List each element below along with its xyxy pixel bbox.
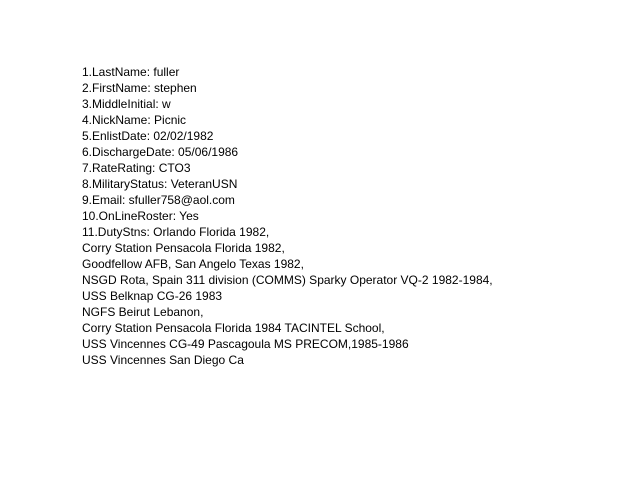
duty-station-item: Goodfellow AFB, San Angelo Texas 1982, (82, 257, 304, 271)
duty-station-item: Corry Station Pensacola Florida 1984 TACINTEL School, (82, 321, 385, 335)
last-name-line: 1.LastName: fuller (82, 65, 180, 79)
duty-station-item: NSGD Rota, Spain 311 division (COMMS) Sparky Operator VQ-2 1982-1984, (82, 273, 493, 287)
email-line: 9.Email: sfuller758@aol.com (82, 193, 235, 207)
member-record (82, 64, 493, 368)
duty-station-item: USS Vincennes CG-49 Pascagoula MS PRECOM,1985-1986 (82, 337, 409, 351)
middle-initial-line: 3.MiddleInitial: w (82, 97, 171, 111)
military-status-line: 8.MilitaryStatus: VeteranUSN (82, 177, 238, 191)
duty-station-item: Corry Station Pensacola Florida 1982, (82, 241, 285, 255)
online-roster-line: 10.OnLineRoster: Yes (82, 209, 199, 223)
duty-station-item: NGFS Beirut Lebanon, (82, 305, 204, 319)
nickname-line: 4.NickName: Picnic (82, 113, 187, 127)
duty-station-item: USS Belknap CG-26 1983 (82, 289, 223, 303)
discharge-date-line: 6.DischargeDate: 05/06/1986 (82, 145, 239, 159)
duty-station-item: USS Vincennes San Diego Ca (82, 353, 244, 367)
duty-stations-line: 11.DutyStns: Orlando Florida 1982, (82, 225, 270, 239)
rate-rating-line: 7.RateRating: CTO3 (82, 161, 191, 175)
enlist-date-line: 5.EnlistDate: 02/02/1982 (82, 129, 214, 143)
first-name-line: 2.FirstName: stephen (82, 81, 197, 95)
